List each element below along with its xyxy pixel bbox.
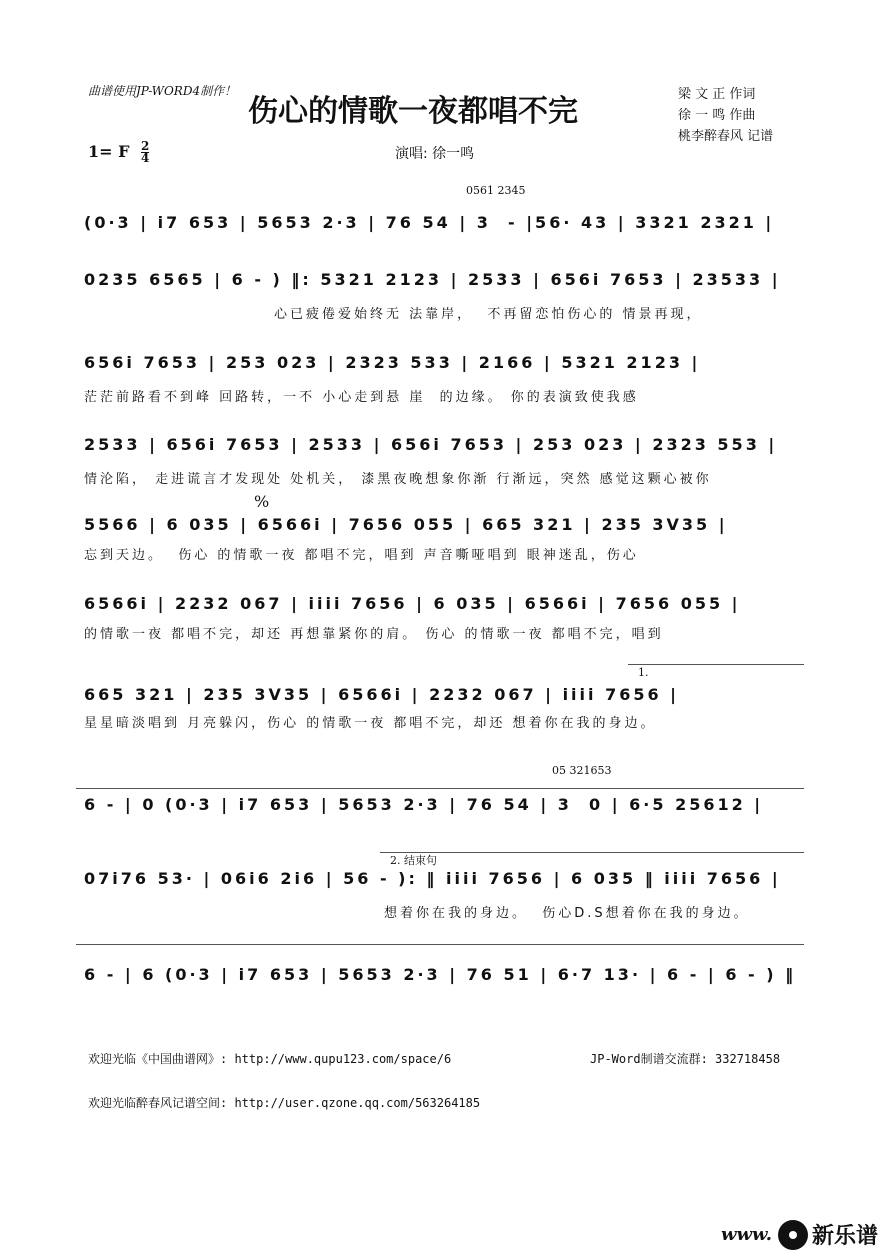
volta-number: 1. bbox=[638, 666, 649, 679]
transcriber-credit: 桃李醉春风 记谱 bbox=[678, 129, 774, 144]
lyric-line: 星星暗淡唱到 月亮躲闪，伤心 的情歌一夜 都唱不完，却还 想着你在我的身边。 bbox=[84, 716, 657, 731]
software-note: 曲谱使用JP-WORD4制作！ bbox=[88, 84, 237, 98]
lyric-line: 情沦陷， 走进谎言才发现处 处机关， 漆黑夜晚想象你渐 行渐远，突然 感觉这颗心被你 bbox=[84, 472, 712, 487]
logo-prefix: www. bbox=[721, 1224, 772, 1245]
notation-line: 665 321 | 235 3V35 | 6566i | 2232 067 | iiii 7656 | bbox=[84, 685, 680, 704]
logo-brand: 新乐谱 bbox=[811, 1224, 878, 1249]
footer-space-link[interactable]: 欢迎光临醉春风记谱空间: http://user.qzone.qq.com/563264185 bbox=[88, 1096, 481, 1110]
footer-site-link[interactable]: 欢迎光临《中国曲谱网》: http://www.qupu123.com/space/6 bbox=[88, 1052, 452, 1066]
credits bbox=[678, 84, 773, 147]
notation-line: 656i 7653 | 253 023 | 2323 533 | 2166 | 5321 2123 | bbox=[84, 353, 701, 372]
notation-line: 0235 6565 | 6 - ) ‖: 5321 2123 | 2533 | 656i 7653 | 23533 | bbox=[84, 270, 781, 289]
lyric-line: 想着你在我的身边。 伤心D.S想着你在我的身边。 bbox=[384, 906, 750, 921]
segno-sign: % bbox=[254, 492, 270, 511]
system-annotation: 0561 2345 bbox=[466, 184, 526, 197]
record-disc-icon bbox=[778, 1220, 808, 1250]
footer-group-info: JP-Word制谱交流群: 332718458 bbox=[590, 1052, 781, 1066]
time-signature bbox=[141, 141, 149, 164]
staff-rule bbox=[76, 788, 804, 789]
notation-line: 07i76 53· | 06i6 2i6 | 56 - ): ‖ iiii 7656 | 6 035 ‖ iiii 7656 | bbox=[84, 869, 781, 888]
time-bottom: 4 bbox=[141, 151, 150, 165]
notation-line: 2533 | 656i 7653 | 2533 | 656i 7653 | 253 023 | 2323 553 | bbox=[84, 435, 778, 454]
composer-credit: 徐 一 鸣 作曲 bbox=[678, 108, 756, 123]
lyric-line: 心已疲倦爱始终无 法靠岸， 不再留恋怕伤心的 情景再现， bbox=[274, 307, 703, 322]
song-title: 伤心的情歌一夜都唱不完 bbox=[248, 94, 578, 129]
notation-line: 6 - | 6 (0·3 | i7 653 | 5653 2·3 | 76 51 | 6·7 13· | 6 - | 6 - ) ‖ bbox=[84, 965, 797, 984]
site-logo[interactable] bbox=[721, 1219, 878, 1250]
staff-rule bbox=[76, 944, 804, 945]
lyric-line: 茫茫前路看不到峰 回路转，一不 小心走到悬 崖 的边缘。 你的表演致使我感 bbox=[84, 390, 639, 405]
time-top: 2 bbox=[141, 139, 150, 153]
notation-line: 5566 | 6 035 | 6566i | 7656 055 | 665 321 | 235 3V35 | bbox=[84, 515, 728, 534]
key-label: 1= F bbox=[88, 142, 130, 161]
notation-line: (0·3 | i7 653 | 5653 2·3 | 76 54 | 3 - |56· 43 | 3321 2321 | bbox=[84, 213, 775, 232]
key-signature bbox=[88, 141, 149, 164]
lyricist-credit: 梁 文 正 作词 bbox=[678, 87, 756, 102]
tuplet-annotation: 05 321653 bbox=[552, 764, 612, 777]
notation-line: 6566i | 2232 067 | iiii 7656 | 6 035 | 6566i | 7656 055 | bbox=[84, 594, 741, 613]
ending-annotation: 2. 结束句 bbox=[390, 854, 437, 867]
singer-credit: 演唱: 徐一鸣 bbox=[395, 146, 475, 162]
lyric-line: 忘到天边。 伤心 的情歌一夜 都唱不完，唱到 声音嘶哑唱到 眼神迷乱，伤心 bbox=[84, 548, 639, 563]
lyric-line: 的情歌一夜 都唱不完，却还 再想靠紧你的肩。 伤心 的情歌一夜 都唱不完，唱到 bbox=[84, 627, 664, 642]
volta-bracket bbox=[628, 664, 804, 665]
volta-bracket bbox=[380, 852, 804, 853]
notation-line: 6 - | 0 (0·3 | i7 653 | 5653 2·3 | 76 54 | 3 0 | 6·5 25612 | bbox=[84, 795, 764, 814]
